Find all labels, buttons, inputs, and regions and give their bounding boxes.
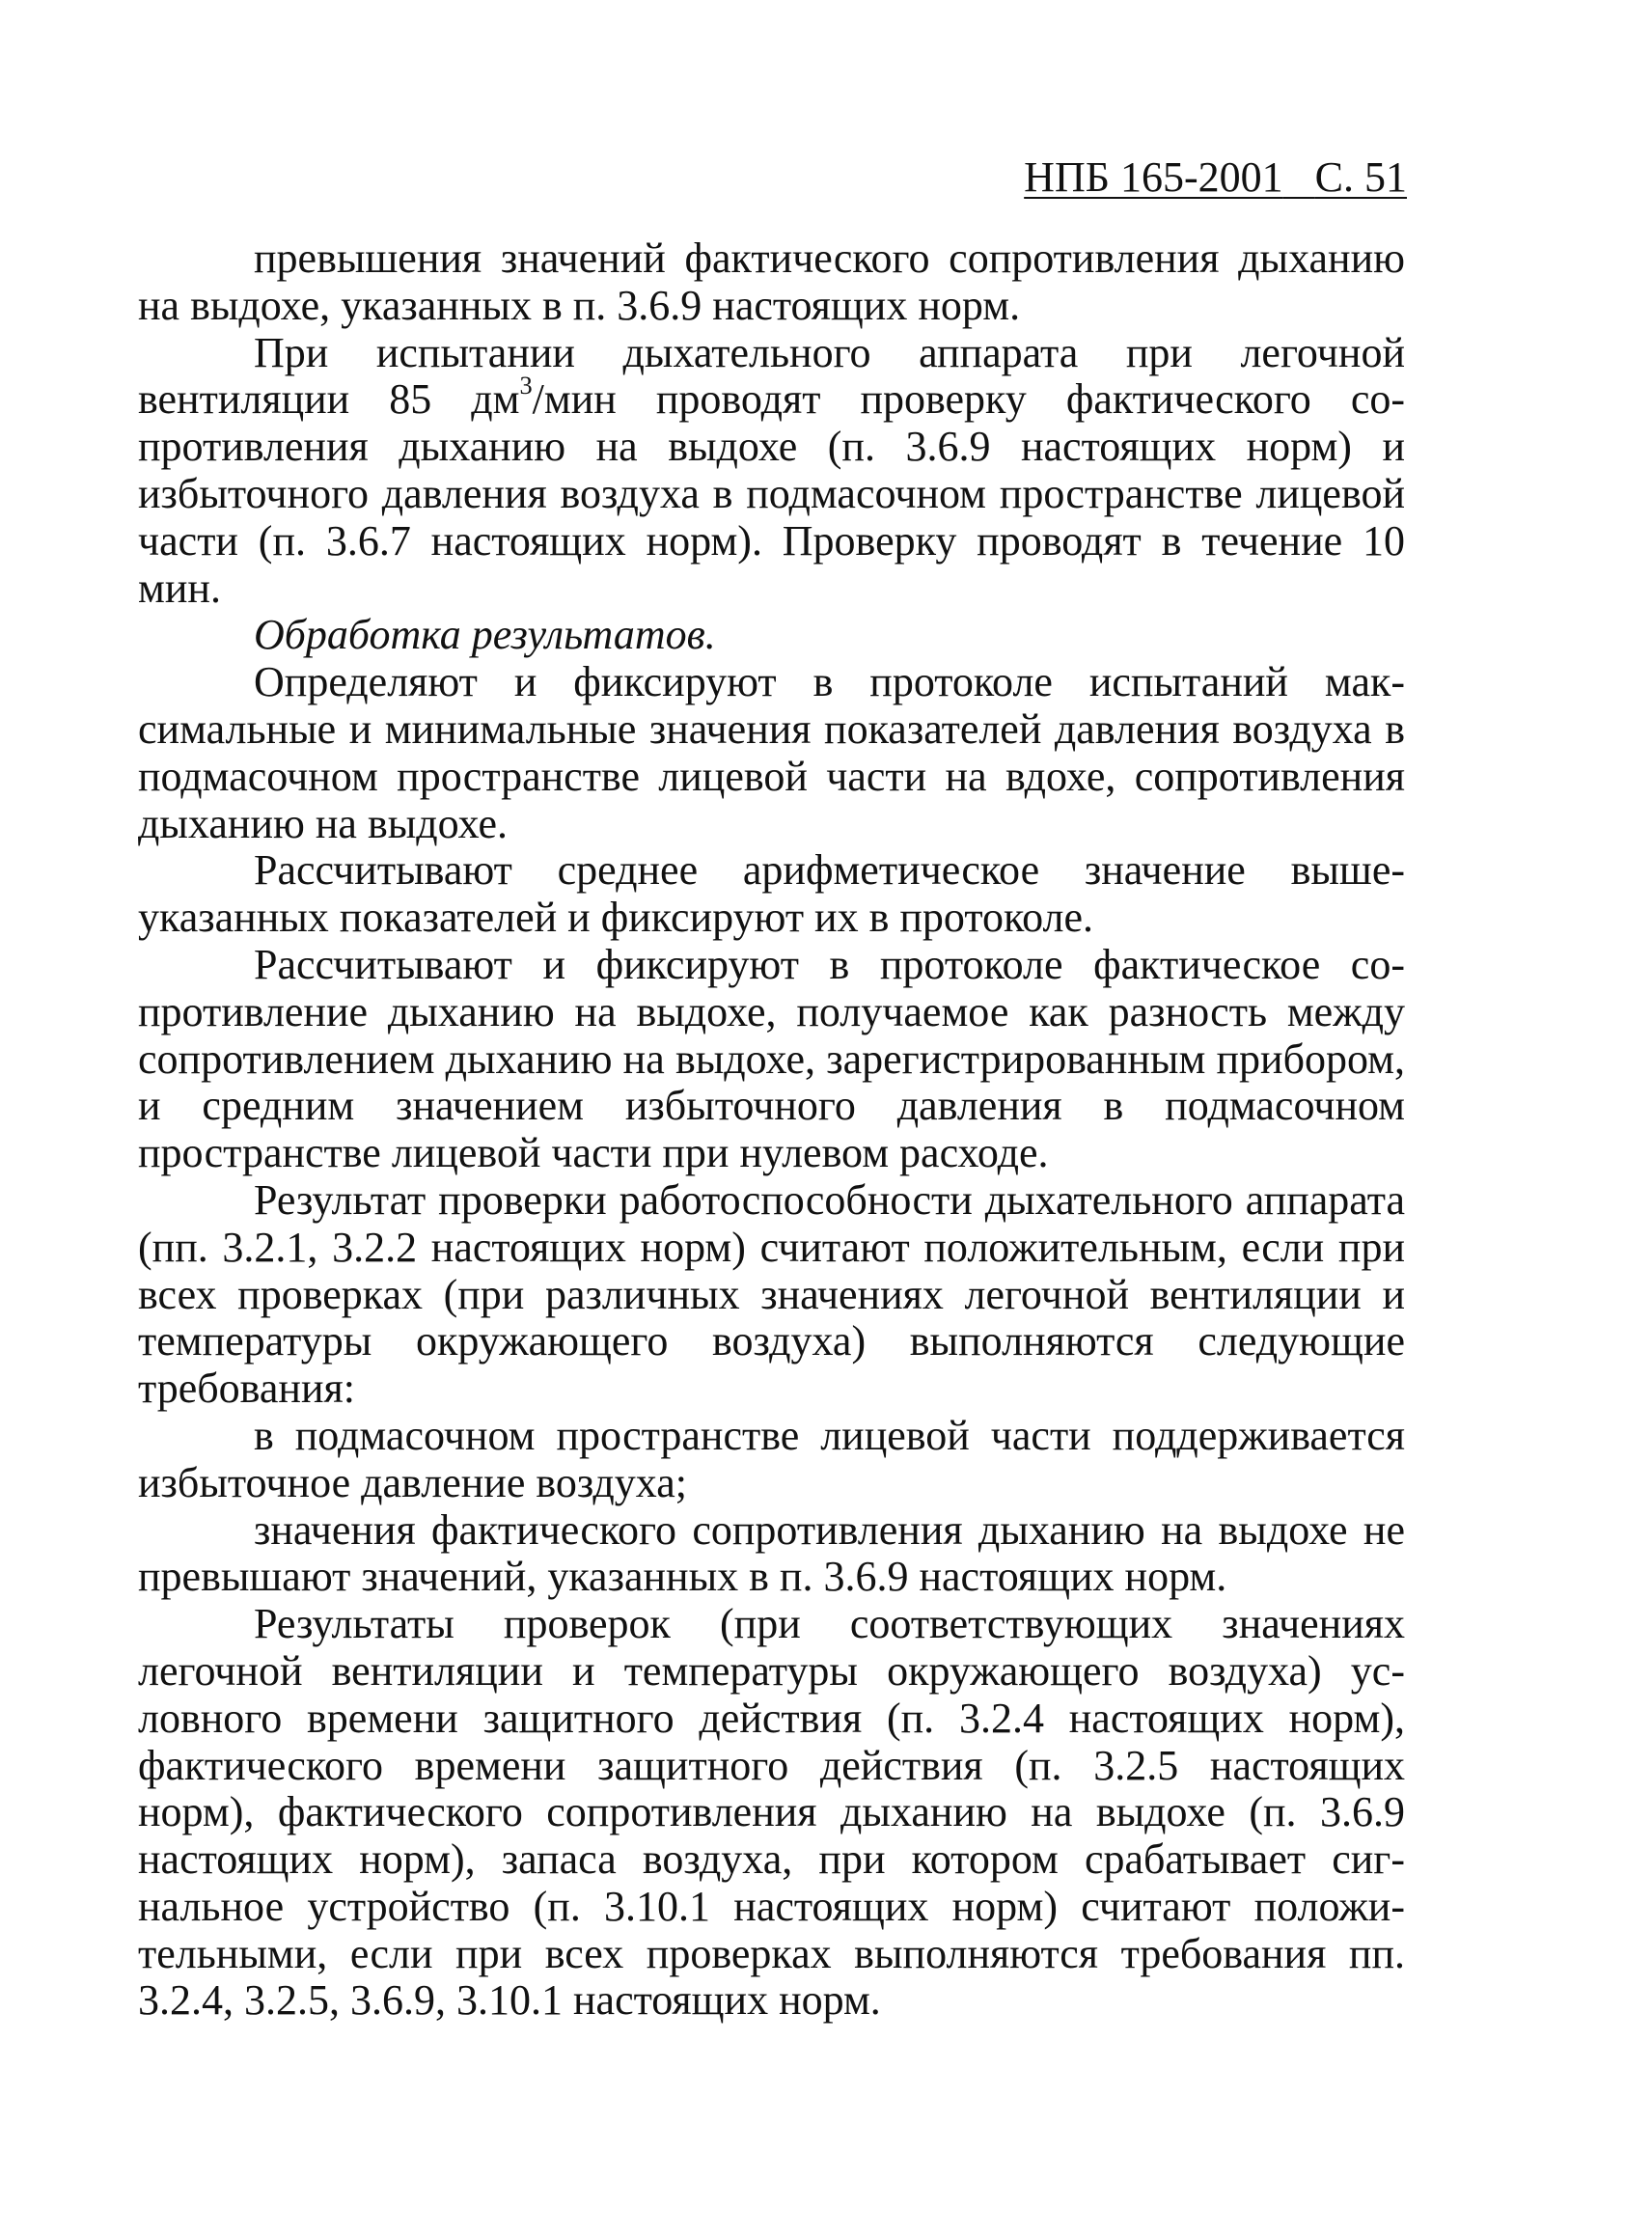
- document-code: НПБ 165-2001: [1024, 153, 1283, 201]
- paragraph-2: [138, 330, 1405, 613]
- page-header: [1024, 152, 1407, 203]
- paragraph-9: Результаты проверок (при соответствующих значениях легочной вентиляции и температуры окружающего воздуха) условного времени защитного действия (п. 3.2.4 настоящих норм), фактического времени защитного действия (п. 3.2.5 настоящих норм), фактического сопротивления дыханию на выдохе (п. 3.6.9 настоящих норм), запаса воздуха, при котором срабатывает сигнальное устройство (п. 3.10.1 настоящих норм) считают положительными, если при всех проверках выполняются требования пп. 3.2.4, 3.2.5, 3.6.9, 3.10.1 настоящих норм.: [138, 1600, 1405, 2025]
- paragraph-3: Определяют и фиксируют в протоколе испытаний максимальные и минимальные значения показателей давления воздуха в подмасочном пространстве лицевой части на вдохе, сопротивления дыханию на выдохе.: [138, 658, 1405, 847]
- page-number: С. 51: [1314, 153, 1407, 201]
- paragraph-1: превышения значений фактического сопротивления дыханию на выдохе, указанных в п. 3.6.9 настоящих норм.: [138, 234, 1405, 329]
- paragraph-7: в подмасочном пространстве лицевой части поддерживается избыточное давление воздуха;: [138, 1411, 1405, 1506]
- paragraph-2-part-a: При испытании дыхательного аппарата при легочной вентиляции 85 дм: [138, 328, 1405, 424]
- section-heading: Обработка результатов.: [254, 611, 716, 659]
- paragraph-5: Рассчитывают и фиксируют в протоколе фактическое сопротивление дыханию на выдохе, получаемое как разность между сопротивлением дыханию на выдохе, зарегистрированным прибором, и средним значением избыточного давления в подмасочном пространстве лицевой части при нулевом расходе.: [138, 940, 1405, 1177]
- paragraph-2-part-b: /мин проводят проверку фактического сопротивления дыханию на выдохе (п. 3.6.9 настоящих норм) и избыточного давления воздуха в подмасочном пространстве лицевой части (п. 3.6.7 настоящих норм). Проверку проводят в течение 10 мин.: [138, 375, 1406, 612]
- paragraph-4: Рассчитывают среднее арифметическое значение вышеуказанных показателей и фиксируют их в протоколе.: [138, 846, 1405, 942]
- superscript-3: 3: [519, 371, 533, 400]
- paragraph-8: значения фактического сопротивления дыханию на выдохе не превышают значений, указанных в п. 3.6.9 настоящих норм.: [138, 1505, 1405, 1601]
- body-text: [138, 235, 1405, 2025]
- paragraph-6: Результат проверки работоспособности дыхательного аппарата (пп. 3.2.1, 3.2.2 настоящих норм) считают положительным, если при всех проверках (при различных значениях легочной вентиляции и температуры окружающего воздуха) выполняются следующие требования:: [138, 1175, 1405, 1413]
